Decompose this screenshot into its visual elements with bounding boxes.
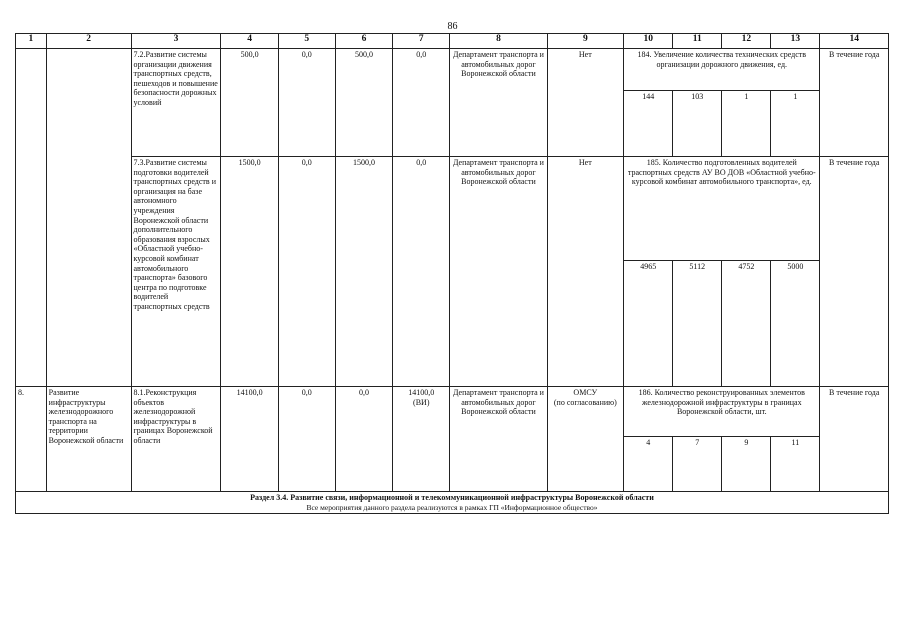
- value-col-7-amount: 14100,0: [408, 388, 435, 397]
- indicator-value-12: 1: [722, 91, 771, 157]
- co-executor-cell: Нет: [547, 49, 624, 157]
- indicator-value-10: 144: [624, 91, 673, 157]
- value-col-4: 14100,0: [221, 387, 278, 492]
- column-number: 10: [624, 34, 673, 49]
- measure-cell: 8.1.Реконструкция объектов железнодорожной инфраструктуры в границах Воронежской области: [131, 387, 221, 492]
- table-row: [16, 387, 889, 437]
- column-number-row: [16, 34, 889, 49]
- column-number: 13: [771, 34, 820, 49]
- indicator-cell: 184. Увеличение количества технических средств организации дорожного движения, ед.: [624, 49, 820, 91]
- executor-cell: Департамент транспорта и автомобильных дорог Воронежской области: [450, 49, 547, 157]
- value-col-7: [393, 387, 450, 492]
- table-row: [16, 49, 889, 91]
- co-executor-note: (по согласованию): [553, 397, 617, 407]
- executor-cell: Департамент транспорта и автомобильных дорог Воронежской области: [450, 387, 547, 492]
- row-number-cell: 8.: [16, 387, 47, 492]
- indicator-value-11: 103: [673, 91, 722, 157]
- event-name-cell: [46, 49, 131, 387]
- value-col-7-source: (ВИ): [413, 397, 430, 407]
- indicator-value-12: 9: [722, 437, 771, 492]
- value-col-5: 0,0: [278, 157, 335, 387]
- indicator-value-13: 5000: [771, 261, 820, 387]
- column-number: 2: [46, 34, 131, 49]
- measure-cell: 7.2.Развитие системы организации движения транспортных средств, пешеходов и повышение безопасности дорожных условий: [131, 49, 221, 157]
- value-col-6: 0,0: [335, 387, 392, 492]
- column-number: 11: [673, 34, 722, 49]
- value-col-6: 500,0: [335, 49, 392, 157]
- column-number: 14: [820, 34, 889, 49]
- section-cell: [16, 492, 889, 514]
- row-number-cell: [16, 49, 47, 387]
- value-col-7: 0,0: [393, 49, 450, 157]
- section-note: Все мероприятия данного раздела реализуются в рамках ГП «Информационное общество»: [306, 502, 598, 512]
- column-number: 3: [131, 34, 221, 49]
- value-col-4: 500,0: [221, 49, 278, 157]
- term-cell: В течение года: [820, 387, 889, 492]
- section-title: Раздел 3.4. Развитие связи, информационной и телекоммуникационной инфраструктуры Воронежской области: [250, 493, 654, 502]
- column-number: 12: [722, 34, 771, 49]
- term-cell: В течение года: [820, 157, 889, 387]
- column-number: 6: [335, 34, 392, 49]
- indicator-cell: 186. Количество реконструированных элементов железнодорожной инфраструктуры в границах Воронежской области, шт.: [624, 387, 820, 437]
- indicator-value-12: 4752: [722, 261, 771, 387]
- indicator-value-10: 4965: [624, 261, 673, 387]
- indicator-value-13: 1: [771, 91, 820, 157]
- page-number: 86: [447, 21, 458, 32]
- co-executor-cell: [547, 387, 624, 492]
- co-executor-name: ОМСУ: [573, 388, 598, 397]
- value-col-4: 1500,0: [221, 157, 278, 387]
- measure-cell: 7.3.Развитие системы подготовки водителей транспортных средств и организация на базе автономного учреждения Воронежской области дополнительного образования взрослых «Областной учебно-курсовой комбинат автомобильного транспорта» базового центра по подготовке водителей транспортных средств: [131, 157, 221, 387]
- co-executor-cell: Нет: [547, 157, 624, 387]
- indicator-cell: 185. Количество подготовленных водителей трaспортных средств АУ ВО ДОВ «Областной учебно-курсовой комбинат автомобильного транспорта», ед.: [624, 157, 820, 261]
- measures-table: [15, 33, 889, 514]
- column-number: 4: [221, 34, 278, 49]
- column-number: 7: [393, 34, 450, 49]
- indicator-value-11: 5112: [673, 261, 722, 387]
- indicator-value-10: 4: [624, 437, 673, 492]
- indicator-value-11: 7: [673, 437, 722, 492]
- value-col-7: 0,0: [393, 157, 450, 387]
- executor-cell: Департамент транспорта и автомобильных дорог Воронежской области: [450, 157, 547, 387]
- value-col-5: 0,0: [278, 49, 335, 157]
- event-name-cell: Развитие инфраструктуры железнодорожного транспорта на территории Воронежской области: [46, 387, 131, 492]
- indicator-value-13: 11: [771, 437, 820, 492]
- table-row: [16, 157, 889, 261]
- column-number: 5: [278, 34, 335, 49]
- section-row: [16, 492, 889, 514]
- value-col-5: 0,0: [278, 387, 335, 492]
- column-number: 1: [16, 34, 47, 49]
- term-cell: В течение года: [820, 49, 889, 157]
- value-col-6: 1500,0: [335, 157, 392, 387]
- column-number: 8: [450, 34, 547, 49]
- column-number: 9: [547, 34, 624, 49]
